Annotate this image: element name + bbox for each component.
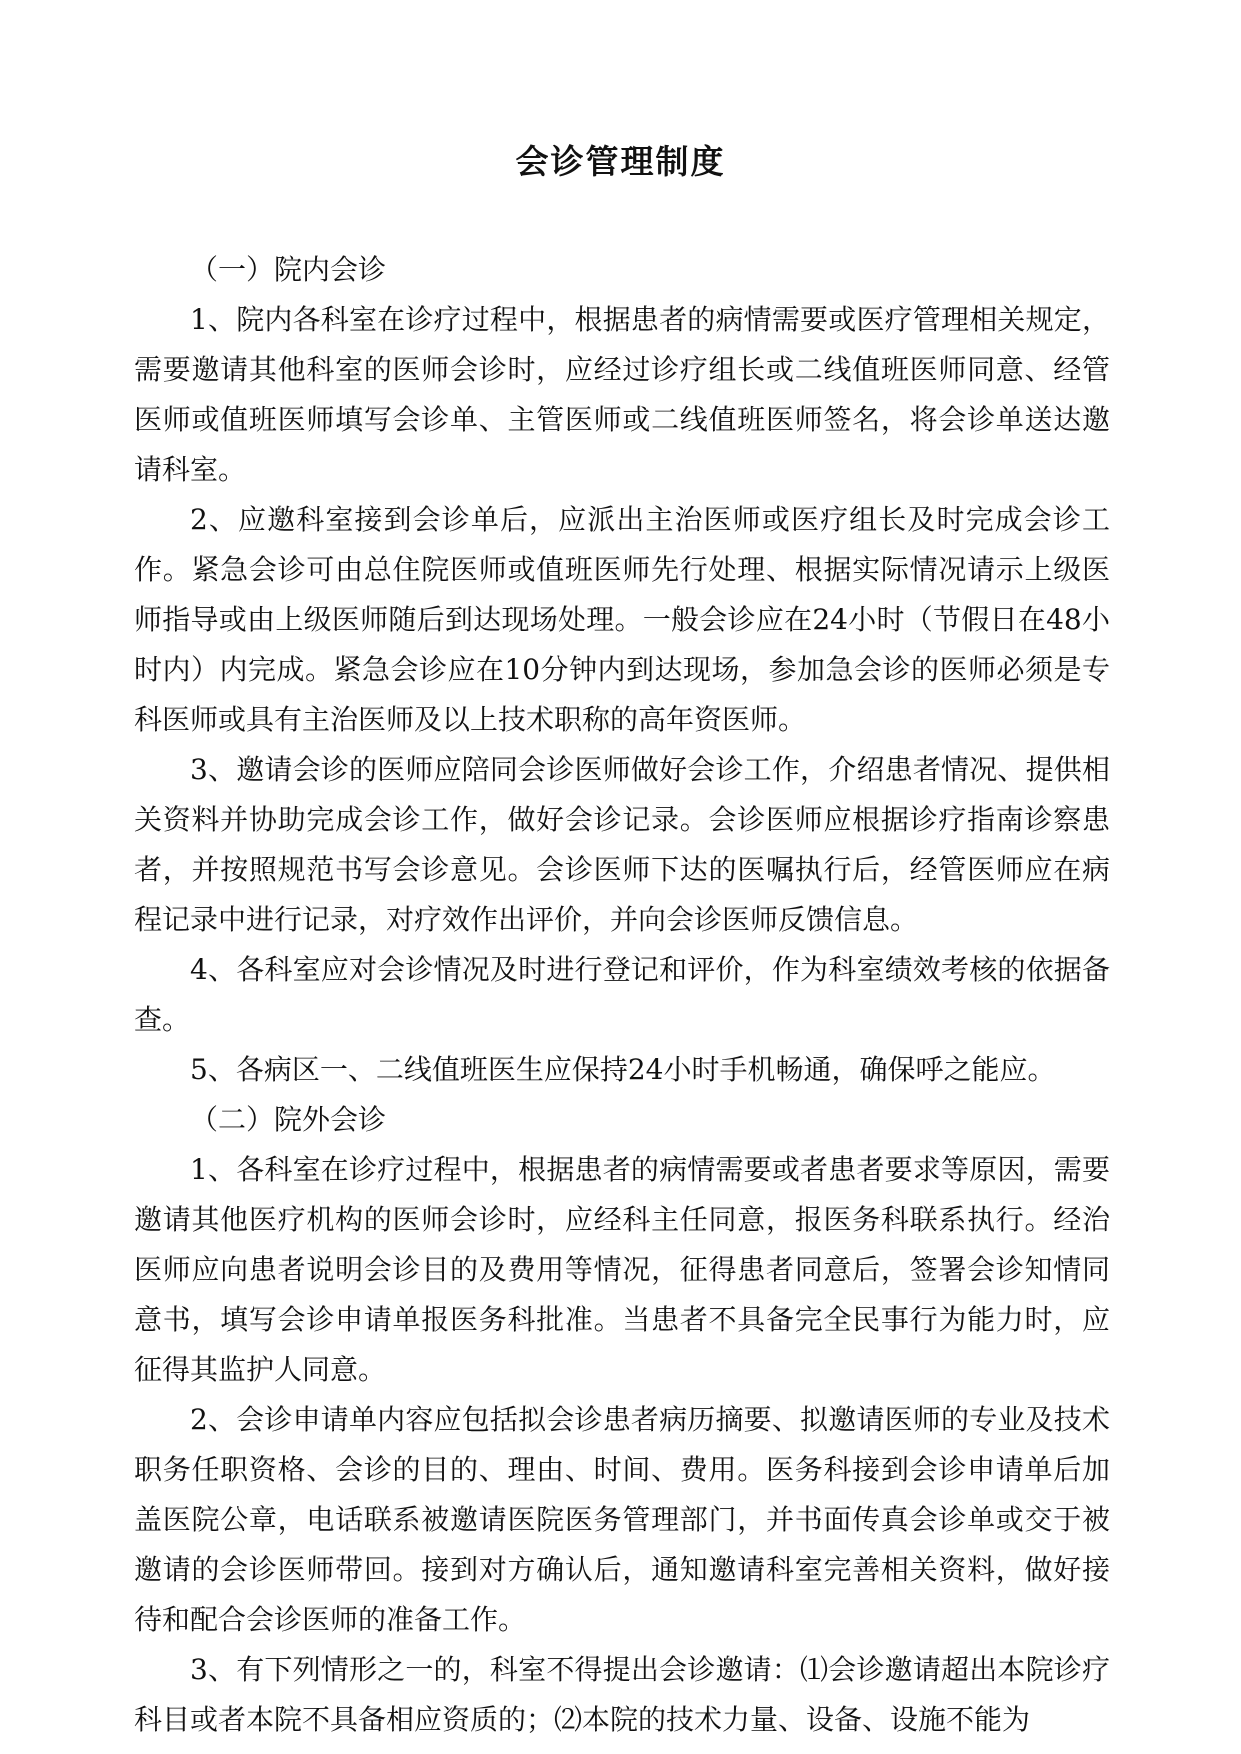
paragraph: 5、各病区一、二线值班医生应保持24小时手机畅通，确保呼之能应。 (190, 1053, 1056, 1086)
section-heading-internal: （一）院内会诊 (190, 253, 387, 286)
paragraph: 2、应邀科室接到会诊单后，应派出主治医师或医疗组长及时完成会诊工作。紧急会诊可由总住院医师或值班医师先行处理、根据实际情况请示上级医师指导或由上级医师随后到达现场处理。一般会诊应在24小时（节假日在48小时内）内完成。紧急会诊应在10分钟内到达现场，参加急会诊的医师必须是专科医师或具有主治医师及以上技术职称的高年资医师。 (134, 503, 1110, 736)
document-body (134, 245, 1110, 1745)
paragraph: 1、各科室在诊疗过程中，根据患者的病情需要或者患者要求等原因，需要邀请其他医疗机构的医师会诊时，应经科主任同意，报医务科联系执行。经治医师应向患者说明会诊目的及费用等情况，征得患者同意后，签署会诊知情同意书，填写会诊申请单报医务科批准。当患者不具备完全民事行为能力时，应征得其监护人同意。 (134, 1153, 1110, 1386)
paragraph: 1、院内各科室在诊疗过程中，根据患者的病情需要或医疗管理相关规定，需要邀请其他科室的医师会诊时，应经过诊疗组长或二线值班医师同意、经管医师或值班医师填写会诊单、主管医师或二线值班医师签名，将会诊单送达邀请科室。 (134, 303, 1110, 486)
section-heading-external: （二）院外会诊 (190, 1103, 387, 1136)
paragraph: 4、各科室应对会诊情况及时进行登记和评价，作为科室绩效考核的依据备查。 (134, 953, 1110, 1036)
paragraph: 3、邀请会诊的医师应陪同会诊医师做好会诊工作，介绍患者情况、提供相关资料并协助完成会诊工作，做好会诊记录。会诊医师应根据诊疗指南诊察患者，并按照规范书写会诊意见。会诊医师下达的医嘱执行后，经管医师应在病程记录中进行记录，对疗效作出评价，并向会诊医师反馈信息。 (134, 753, 1110, 936)
document-title: 会诊管理制度 (515, 142, 726, 181)
paragraph: 2、会诊申请单内容应包括拟会诊患者病历摘要、拟邀请医师的专业及技术职务任职资格、会诊的目的、理由、时间、费用。医务科接到会诊申请单后加盖医院公章，电话联系被邀请医院医务管理部门，并书面传真会诊单或交于被邀请的会诊医师带回。接到对方确认后，通知邀请科室完善相关资料，做好接待和配合会诊医师的准备工作。 (134, 1403, 1110, 1636)
paragraph: 3、有下列情形之一的，科室不得提出会诊邀请：⑴会诊邀请超出本院诊疗科目或者本院不具备相应资质的；⑵本院的技术力量、设备、设施不能为 (134, 1653, 1110, 1736)
